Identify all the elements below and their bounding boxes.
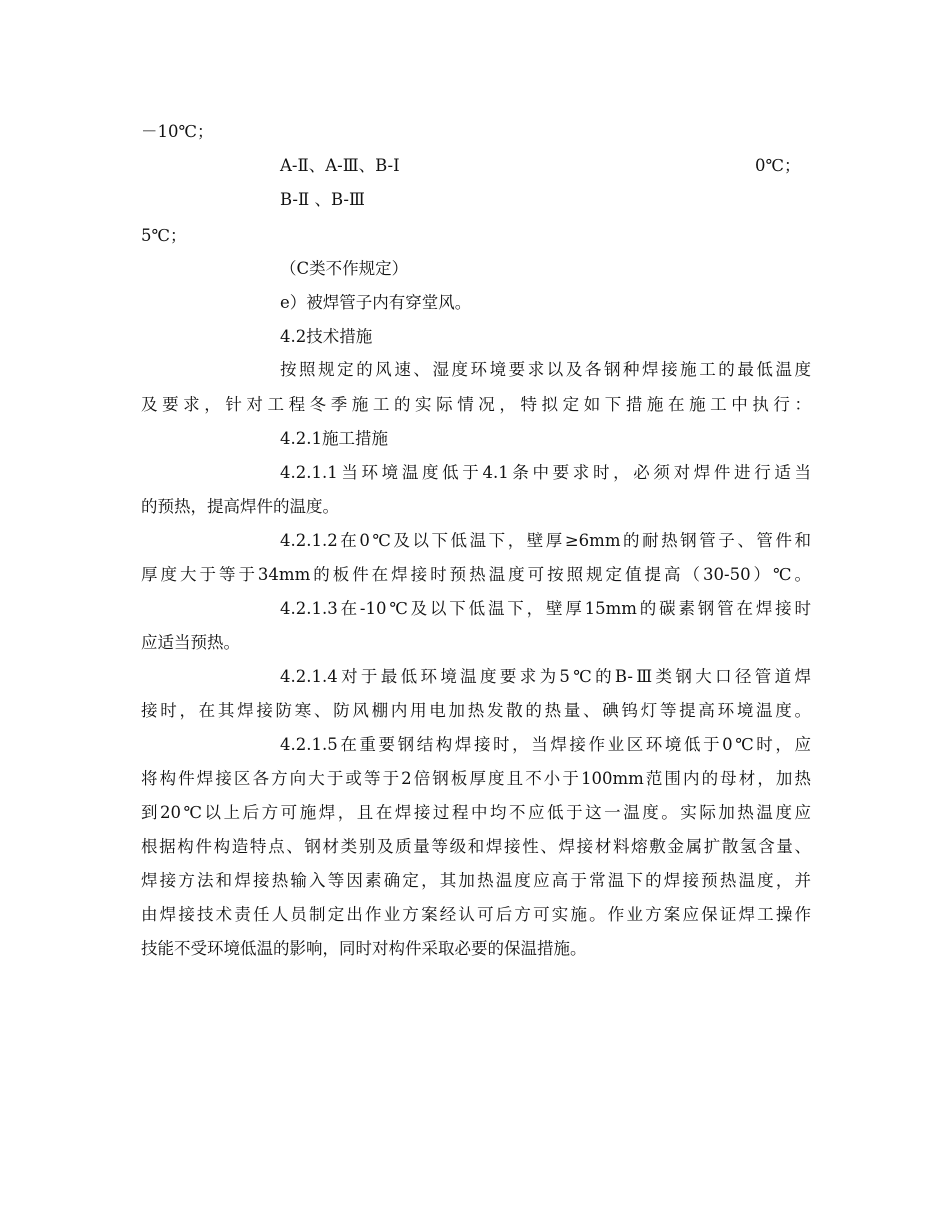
text-line: 及要求，针对工程冬季施工的实际情况，特拟定如下措施在施工中执行：: [141, 395, 811, 414]
text-line: 将构件焊接区各方向大于或等于2倍钢板厚度且不小于100mm范围内的母材，加热: [141, 769, 811, 788]
text-line: 按照规定的风速、湿度环境要求以及各钢种焊接施工的最低温度: [280, 360, 811, 379]
text-line: 接时，在其焊接防寒、防风棚内用电加热发散的热量、碘钨灯等提高环境温度。: [141, 701, 811, 720]
text-line: 的预热，提高焊件的温度。: [141, 497, 339, 516]
subsection-heading: 4.2.1施工措施: [280, 429, 388, 448]
text-line: 5℃；: [141, 226, 187, 245]
text-line: 应适当预热。: [141, 633, 240, 652]
text-line: 4.2.1.4对于最低环境温度要求为5℃的B-Ⅲ类钢大口径管道焊: [280, 667, 811, 686]
section-heading: 4.2技术措施: [280, 327, 373, 346]
text-line: 焊接方法和焊接热输入等因素确定，其加热温度应高于常温下的焊接预热温度，并: [141, 871, 811, 890]
text-line: 厚度大于等于34mm的板件在焊接时预热温度可按照规定值提高（30-50）℃。: [141, 565, 811, 584]
text-line: （C类不作规定）: [280, 259, 409, 278]
text-line: 4.2.1.2在0℃及以下低温下，壁厚≥6mm的耐热钢管子、管件和: [280, 531, 811, 550]
text-line: 到20℃以上后方可施焊，且在焊接过程中均不应低于这一温度。实际加热温度应: [141, 803, 811, 822]
text-line: 0℃；: [755, 156, 801, 175]
text-line: e）被焊管子内有穿堂风。: [280, 293, 472, 312]
text-line: 4.2.1.5在重要钢结构焊接时，当焊接作业区环境低于0℃时，应: [280, 735, 811, 754]
text-line: 技能不受环境低温的影响，同时对构件采取必要的保温措施。: [141, 939, 587, 958]
text-line: 根据构件构造特点、钢材类别及质量等级和焊接性、焊接材料熔敷金属扩散氢含量、: [141, 837, 811, 856]
text-line: B-Ⅱ 、B-Ⅲ: [280, 190, 365, 209]
text-line: 4.2.1.1当环境温度低于4.1条中要求时，必须对焊件进行适当: [280, 463, 811, 482]
text-line: A-Ⅱ、A-Ⅲ、B-Ⅰ: [280, 156, 400, 175]
text-line: 4.2.1.3在-10℃及以下低温下，壁厚15mm的碳素钢管在焊接时: [280, 599, 811, 618]
text-line: 由焊接技术责任人员制定出作业方案经认可后方可实施。作业方案应保证焊工操作: [141, 905, 811, 924]
text-line: －10℃；: [141, 122, 214, 141]
